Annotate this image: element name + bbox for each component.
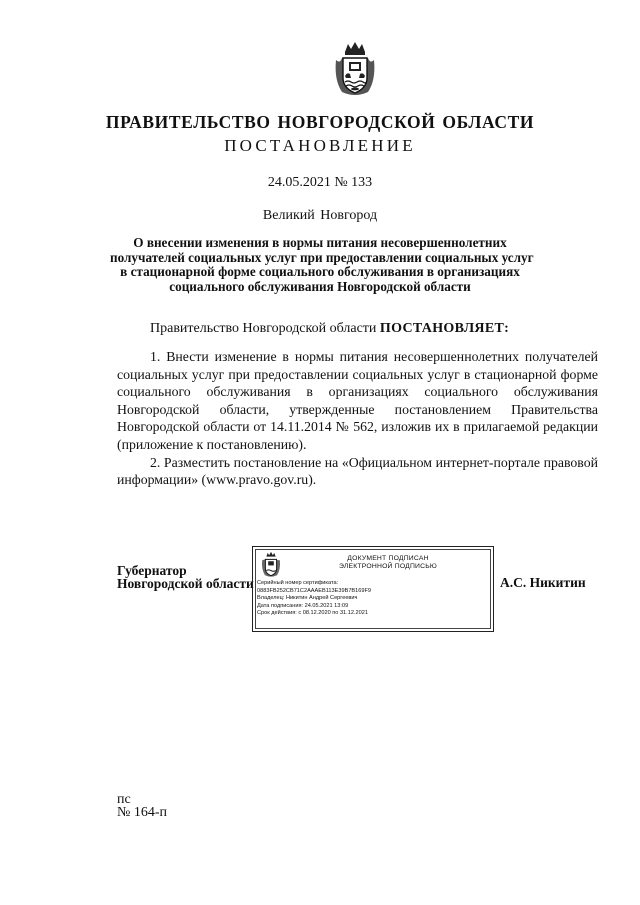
subject-line: получателей социальных услуг при предоставлении социальных услуг — [110, 249, 534, 265]
subject-line: О внесении изменения в нормы питания несовершеннолетних — [133, 235, 507, 250]
preamble-text: Правительство Новгородской области — [150, 321, 380, 336]
subject-line: социального обслуживания Новгородской области — [169, 278, 471, 294]
document-date-number: 24.05.2021 № 133 — [267, 175, 373, 190]
stamp-header — [287, 555, 489, 572]
signer-title-line: Новгородской области — [117, 576, 254, 591]
document-city: Великий Новгород — [262, 208, 378, 223]
stamp-cert-serial: 0883FB252CB71C2AAAEB113E39B7B169F9 — [257, 587, 372, 594]
document-type: ПОСТАНОВЛЕНИЕ — [224, 136, 416, 155]
stamp-header-line: ДОКУМЕНТ ПОДПИСАН — [347, 555, 429, 562]
stamp-signed-date: Дата подписания: 24.05.2021 13:09 — [257, 602, 349, 609]
decree-word: ПОСТАНОВЛЯЕТ: — [379, 321, 510, 336]
stamp-validity: Срок действия: с 08.12.2020 по 31.12.2021 — [257, 610, 368, 617]
footer-code — [117, 793, 167, 819]
signer-title — [117, 564, 254, 590]
electronic-signature-stamp — [252, 546, 494, 632]
stamp-details — [257, 580, 490, 618]
signer-name: А.С. Никитин — [500, 575, 586, 590]
document-body — [117, 348, 598, 489]
stamp-header-line: ЭЛЕКТРОННОЙ ПОДПИСЬЮ — [339, 563, 437, 571]
government-title: ПРАВИТЕЛЬСТВО НОВГОРОДСКОЙ ОБЛАСТИ — [105, 112, 535, 132]
coat-of-arms-icon — [332, 40, 378, 98]
preamble — [150, 321, 509, 337]
document-subject — [110, 235, 534, 294]
footer-code-line: пс — [117, 792, 131, 807]
stamp-owner: Владелец: Никитин Андрей Сергеевич — [257, 595, 358, 602]
coat-of-arms-icon — [260, 551, 282, 578]
stamp-cert-label: Серийный номер сертификата: — [257, 580, 339, 586]
paragraph-1: 1. Внести изменение в нормы питания несовершеннолетних получателей социальных услуг при предоставлении социальных услуг в стационарной форме социального обслуживания в организациях социального обслуживания Новгородской области, утвержденные постановлением Правительства Новгородской области от 14.11.2014 № 562, изложив их в прилагаемой редакции (приложение к постановлению). — [117, 349, 598, 452]
subject-line: в стационарной форме социального обслуживания в организациях — [120, 264, 520, 279]
paragraph-2: 2. Разместить постановление на «Официальном интернет-портале правовой информации» (www.pravo.gov.ru). — [117, 454, 598, 488]
signer-title-line: Губернатор — [117, 563, 187, 578]
footer-code-line: № 164-п — [117, 805, 168, 820]
